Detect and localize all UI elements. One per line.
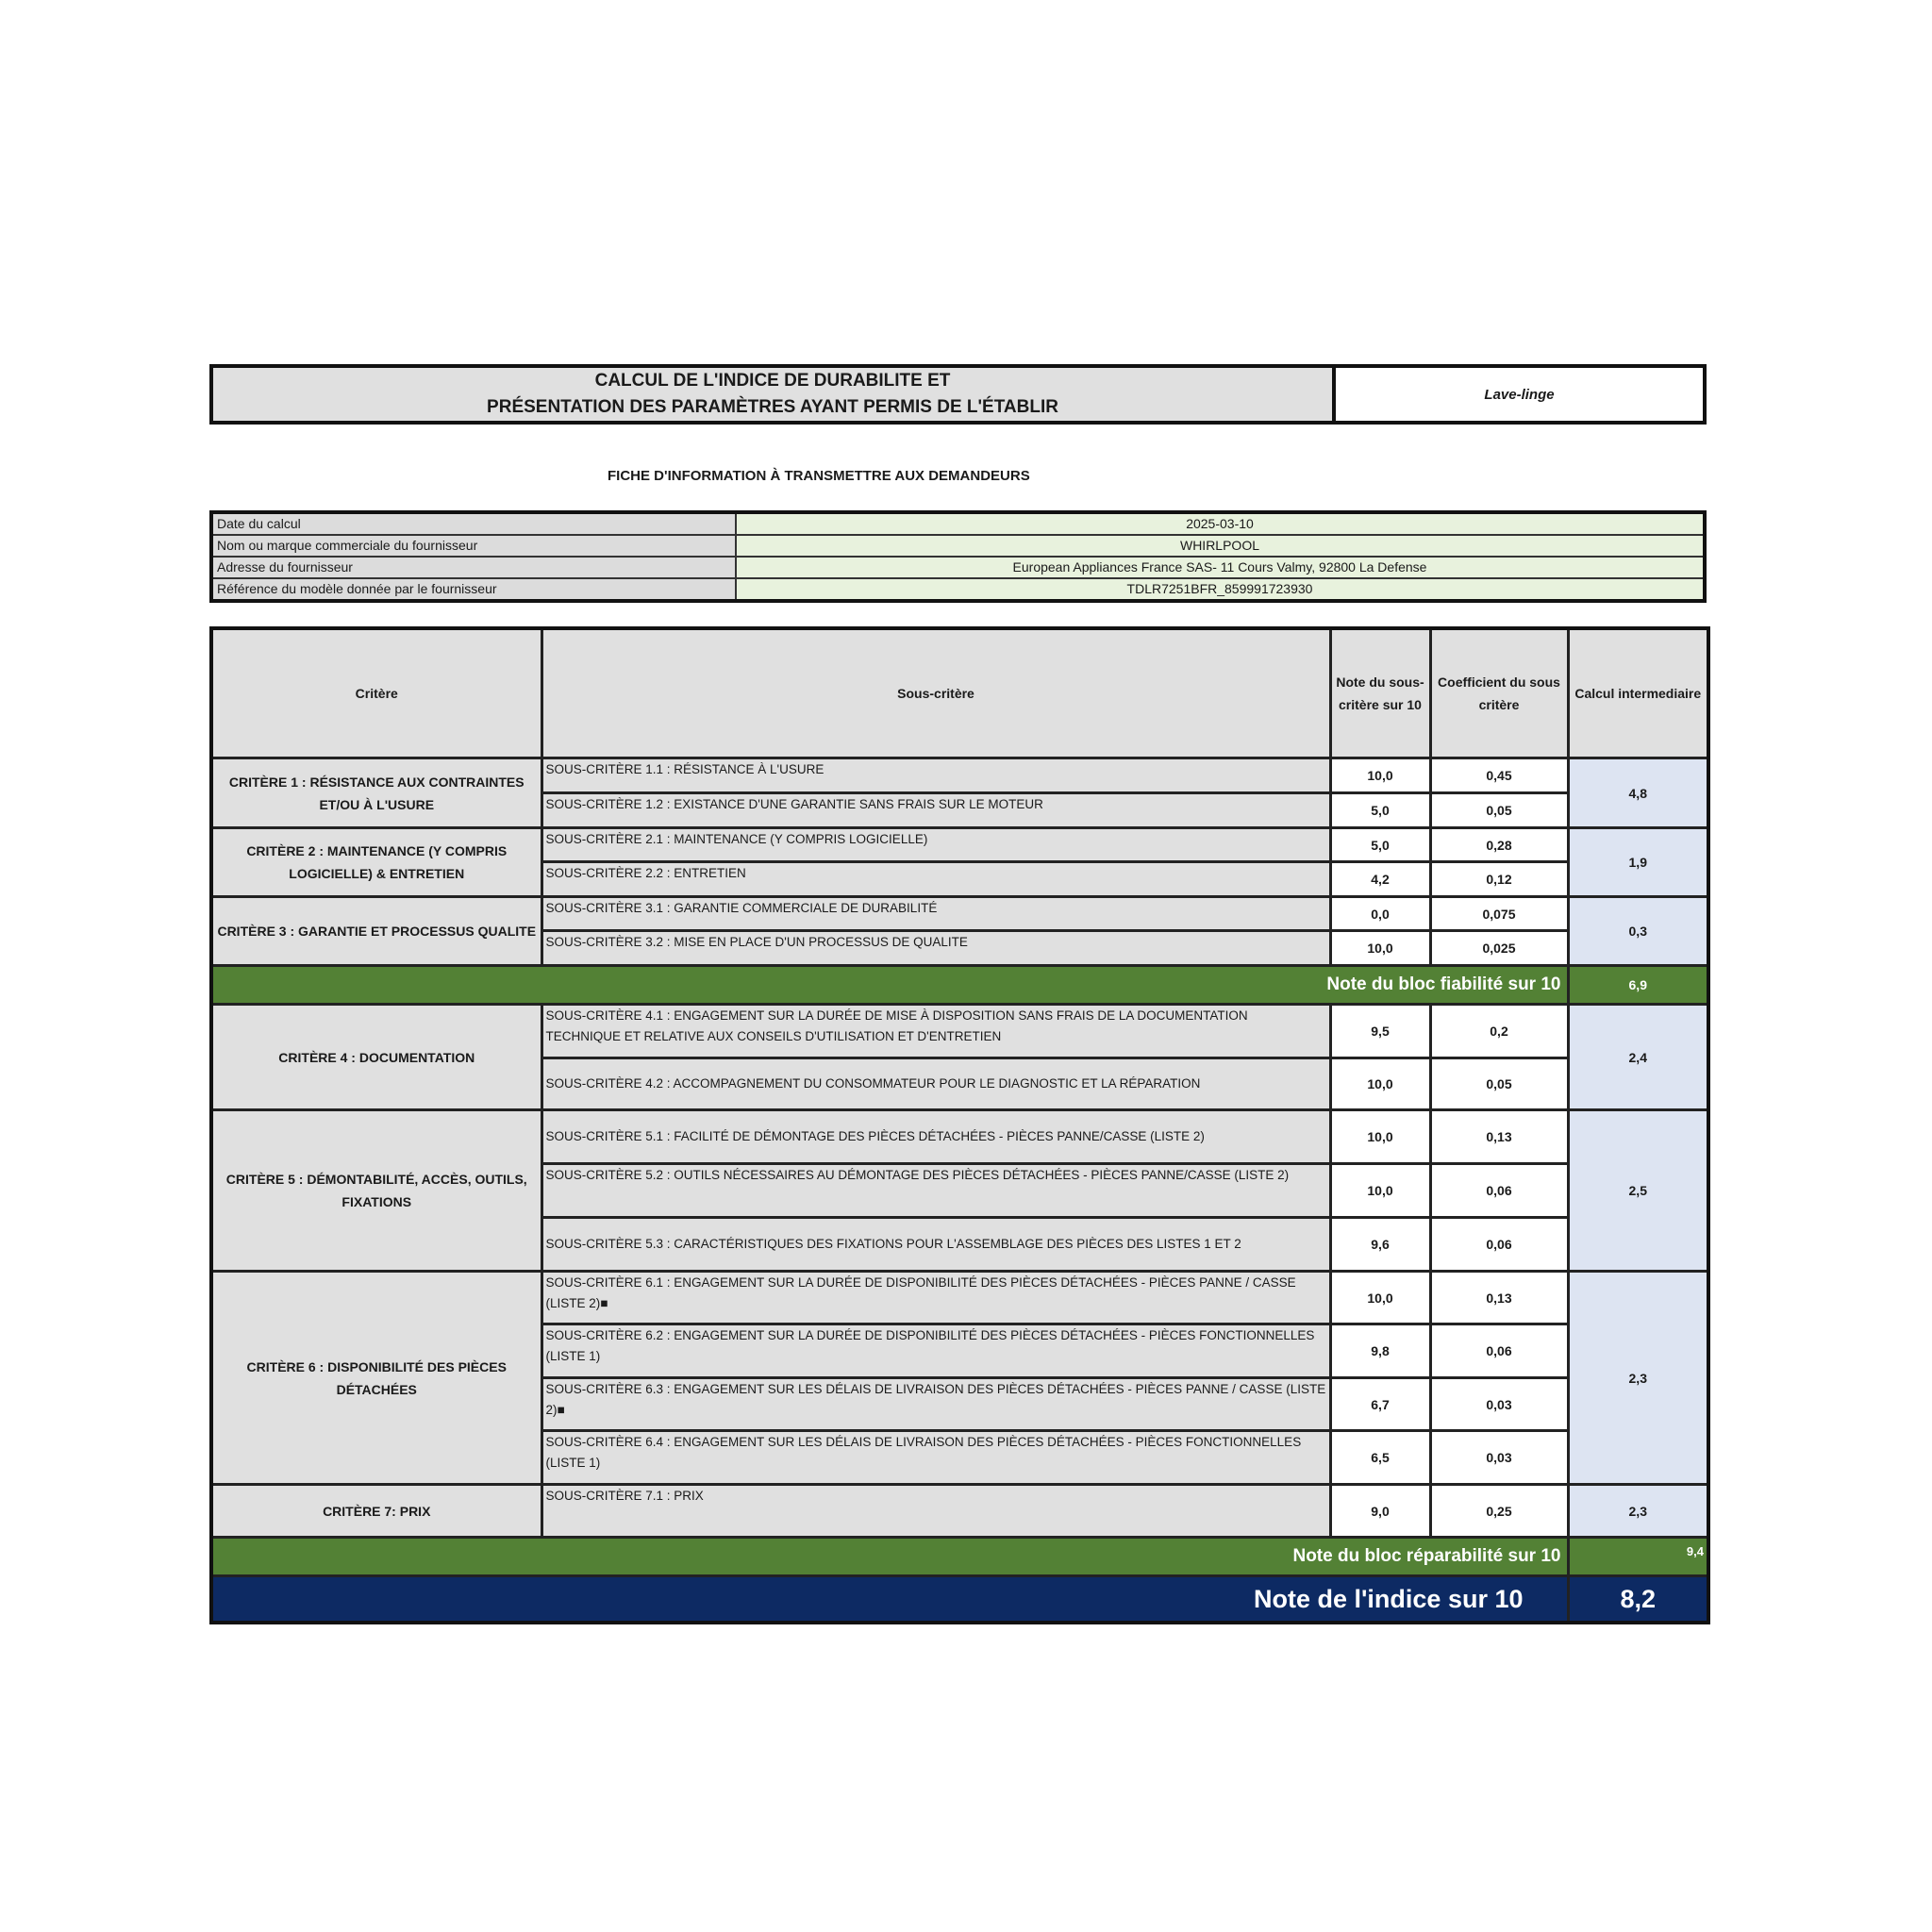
info-label: Nom ou marque commerciale du fournisseur — [211, 535, 736, 557]
subcriterion-note: 10,0 — [1330, 1058, 1430, 1110]
subcriterion-label: SOUS-CRITÈRE 5.2 : OUTILS NÉCESSAIRES AU DÉMONTAGE DES PIÈCES DÉTACHÉES - PIÈCES PANNE/CASSE (LISTE 2) — [541, 1164, 1330, 1218]
bloc-reparabilite-value: 9,4 — [1568, 1538, 1708, 1576]
subcriterion-label: SOUS-CRITÈRE 6.4 : ENGAGEMENT SUR LES DÉLAIS DE LIVRAISON DES PIÈCES DÉTACHÉES - PIÈCES FONCTIONNELLES (LISTE 1) — [541, 1431, 1330, 1485]
durability-index-table — [209, 626, 1710, 1624]
info-row — [211, 535, 1705, 557]
subcriterion-note: 0,0 — [1330, 897, 1430, 931]
supplier-info-table — [209, 510, 1707, 603]
col-header-coef: Coefficient du sous critère — [1430, 628, 1568, 758]
criterion-calc: 0,3 — [1568, 897, 1708, 966]
col-header-critere: Critère — [211, 628, 541, 758]
subcriterion-coef: 0,06 — [1430, 1324, 1568, 1378]
criterion-label: CRITÈRE 5 : DÉMONTABILITÉ, ACCÈS, OUTILS, FIXATIONS — [211, 1110, 541, 1272]
subcriterion-note: 5,0 — [1330, 793, 1430, 828]
subcriterion-note: 10,0 — [1330, 931, 1430, 966]
subcriterion-label: SOUS-CRITÈRE 4.1 : ENGAGEMENT SUR LA DURÉE DE MISE À DISPOSITION SANS FRAIS DE LA DOCUMENTATION TECHNIQUE ET RELATIVE AUX CONSEILS D'UTILISATION ET D'ENTRETIEN — [541, 1005, 1330, 1058]
info-value: WHIRLPOOL — [736, 535, 1705, 557]
info-value: European Appliances France SAS- 11 Cours Valmy, 92800 La Defense — [736, 557, 1705, 578]
table-header-row — [211, 628, 1708, 758]
subcriterion-label: SOUS-CRITÈRE 6.1 : ENGAGEMENT SUR LA DURÉE DE DISPONIBILITÉ DES PIÈCES DÉTACHÉES - PIÈCES PANNE / CASSE (LISTE 2)■ — [541, 1272, 1330, 1324]
indice-row — [211, 1576, 1708, 1624]
info-value: 2025-03-10 — [736, 512, 1705, 535]
subcriterion-label: SOUS-CRITÈRE 3.2 : MISE EN PLACE D'UN PROCESSUS DE QUALITE — [541, 931, 1330, 966]
subcriterion-coef: 0,05 — [1430, 1058, 1568, 1110]
criterion-calc: 4,8 — [1568, 758, 1708, 828]
subcriterion-coef: 0,06 — [1430, 1218, 1568, 1272]
subcriterion-note: 10,0 — [1330, 1164, 1430, 1218]
bloc-reparabilite-label: Note du bloc réparabilité sur 10 — [211, 1538, 1568, 1576]
subcriterion-coef: 0,03 — [1430, 1378, 1568, 1431]
table-row — [211, 758, 1708, 793]
criterion-calc: 2,3 — [1568, 1485, 1708, 1538]
subcriterion-label: SOUS-CRITÈRE 5.3 : CARACTÉRISTIQUES DES FIXATIONS POUR L'ASSEMBLAGE DES PIÈCES DES LISTES 1 ET 2 — [541, 1218, 1330, 1272]
subtitle-text: FICHE D'INFORMATION À TRANSMETTRE AUX DEMANDEURS — [608, 468, 1030, 484]
criterion-label: CRITÈRE 3 : GARANTIE ET PROCESSUS QUALITE — [211, 897, 541, 966]
title-line-2: PRÉSENTATION DES PARAMÈTRES AYANT PERMIS DE L'ÉTABLIR — [487, 397, 1058, 417]
info-label: Adresse du fournisseur — [211, 557, 736, 578]
col-header-calc: Calcul intermediaire — [1568, 628, 1708, 758]
info-label: Référence du modèle donnée par le fournisseur — [211, 578, 736, 601]
subcriterion-coef: 0,075 — [1430, 897, 1568, 931]
table-row — [211, 1485, 1708, 1538]
indice-value: 8,2 — [1568, 1576, 1708, 1624]
subcriterion-label: SOUS-CRITÈRE 2.1 : MAINTENANCE (Y COMPRIS LOGICIELLE) — [541, 828, 1330, 862]
info-row — [211, 557, 1705, 578]
subcriterion-label: SOUS-CRITÈRE 4.2 : ACCOMPAGNEMENT DU CONSOMMATEUR POUR LE DIAGNOSTIC ET LA RÉPARATION — [541, 1058, 1330, 1110]
subcriterion-label: SOUS-CRITÈRE 5.1 : FACILITÉ DE DÉMONTAGE DES PIÈCES DÉTACHÉES - PIÈCES PANNE/CASSE (LISTE 2) — [541, 1110, 1330, 1164]
criterion-calc: 2,4 — [1568, 1005, 1708, 1110]
criterion-label: CRITÈRE 4 : DOCUMENTATION — [211, 1005, 541, 1110]
subcriterion-note: 9,5 — [1330, 1005, 1430, 1058]
criterion-label: CRITÈRE 6 : DISPONIBILITÉ DES PIÈCES DÉTACHÉES — [211, 1272, 541, 1485]
subcriterion-coef: 0,45 — [1430, 758, 1568, 793]
table-row — [211, 1110, 1708, 1164]
subcriterion-label: SOUS-CRITÈRE 6.2 : ENGAGEMENT SUR LA DURÉE DE DISPONIBILITÉ DES PIÈCES DÉTACHÉES - PIÈCES FONCTIONNELLES (LISTE 1) — [541, 1324, 1330, 1378]
document-title — [213, 368, 1336, 421]
criterion-calc: 2,5 — [1568, 1110, 1708, 1272]
criterion-label: CRITÈRE 1 : RÉSISTANCE AUX CONTRAINTES ET/OU À L'USURE — [211, 758, 541, 828]
product-type: Lave-linge — [1336, 368, 1703, 421]
subcriterion-coef: 0,05 — [1430, 793, 1568, 828]
subcriterion-coef: 0,03 — [1430, 1431, 1568, 1485]
subcriterion-coef: 0,2 — [1430, 1005, 1568, 1058]
bloc-reparabilite-row — [211, 1538, 1708, 1576]
subcriterion-coef: 0,06 — [1430, 1164, 1568, 1218]
bloc-fiabilite-row — [211, 966, 1708, 1005]
subcriterion-coef: 0,13 — [1430, 1272, 1568, 1324]
subcriterion-note: 9,0 — [1330, 1485, 1430, 1538]
subcriterion-note: 6,7 — [1330, 1378, 1430, 1431]
subcriterion-label: SOUS-CRITÈRE 1.1 : RÉSISTANCE À L'USURE — [541, 758, 1330, 793]
criterion-calc: 1,9 — [1568, 828, 1708, 897]
subcriterion-note: 10,0 — [1330, 1110, 1430, 1164]
indice-label: Note de l'indice sur 10 — [211, 1576, 1568, 1624]
subcriterion-label: SOUS-CRITÈRE 7.1 : PRIX — [541, 1485, 1330, 1538]
info-value: TDLR7251BFR_859991723930 — [736, 578, 1705, 601]
subcriterion-note: 9,8 — [1330, 1324, 1430, 1378]
table-row — [211, 1005, 1708, 1058]
bloc-fiabilite-label: Note du bloc fiabilité sur 10 — [211, 966, 1568, 1005]
col-header-sous-critere: Sous-critère — [541, 628, 1330, 758]
subcriterion-coef: 0,12 — [1430, 862, 1568, 897]
subcriterion-label: SOUS-CRITÈRE 1.2 : EXISTANCE D'UNE GARANTIE SANS FRAIS SUR LE MOTEUR — [541, 793, 1330, 828]
subcriterion-note: 5,0 — [1330, 828, 1430, 862]
bloc-fiabilite-value: 6,9 — [1568, 966, 1708, 1005]
document-header — [209, 364, 1707, 425]
title-line-1: CALCUL DE L'INDICE DE DURABILITE ET — [594, 371, 951, 391]
subcriterion-note: 10,0 — [1330, 1272, 1430, 1324]
subcriterion-coef: 0,025 — [1430, 931, 1568, 966]
table-row — [211, 897, 1708, 931]
col-header-note: Note du sous-critère sur 10 — [1330, 628, 1430, 758]
subcriterion-label: SOUS-CRITÈRE 3.1 : GARANTIE COMMERCIALE DE DURABILITÉ — [541, 897, 1330, 931]
criterion-label: CRITÈRE 2 : MAINTENANCE (Y COMPRIS LOGICIELLE) & ENTRETIEN — [211, 828, 541, 897]
subcriterion-label: SOUS-CRITÈRE 6.3 : ENGAGEMENT SUR LES DÉLAIS DE LIVRAISON DES PIÈCES DÉTACHÉES - PIÈCES PANNE / CASSE (LISTE 2)■ — [541, 1378, 1330, 1431]
info-label: Date du calcul — [211, 512, 736, 535]
subcriterion-note: 10,0 — [1330, 758, 1430, 793]
subcriterion-note: 6,5 — [1330, 1431, 1430, 1485]
table-row — [211, 828, 1708, 862]
subcriterion-coef: 0,13 — [1430, 1110, 1568, 1164]
info-row — [211, 578, 1705, 601]
subcriterion-coef: 0,25 — [1430, 1485, 1568, 1538]
subcriterion-label: SOUS-CRITÈRE 2.2 : ENTRETIEN — [541, 862, 1330, 897]
subcriterion-note: 4,2 — [1330, 862, 1430, 897]
table-row — [211, 1272, 1708, 1324]
subcriterion-coef: 0,28 — [1430, 828, 1568, 862]
criterion-label: CRITÈRE 7: PRIX — [211, 1485, 541, 1538]
criterion-calc: 2,3 — [1568, 1272, 1708, 1485]
info-row — [211, 512, 1705, 535]
subcriterion-note: 9,6 — [1330, 1218, 1430, 1272]
